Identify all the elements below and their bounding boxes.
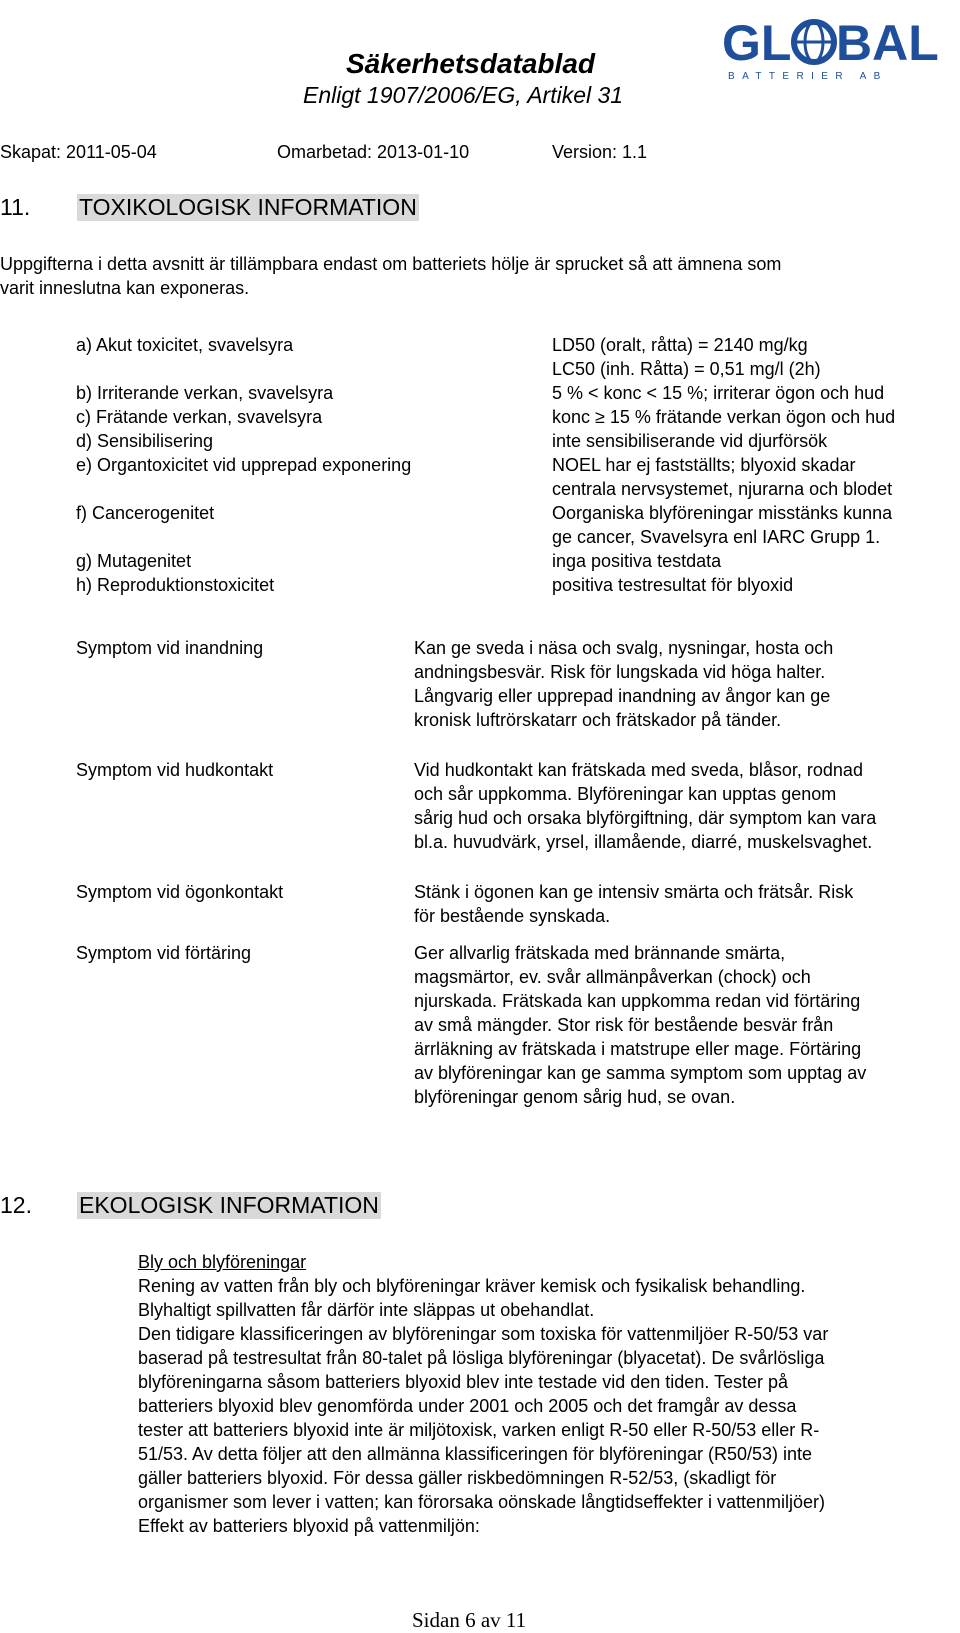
symptom-text: av blyföreningar kan ge samma symptom som upptag av bbox=[414, 1063, 867, 1083]
revised-date: Omarbetad: 2013-01-10 bbox=[277, 142, 470, 162]
symptom-text: njurskada. Frätskada kan uppkomma redan vid förtäring bbox=[414, 991, 861, 1011]
section-12-title: EKOLOGISK INFORMATION bbox=[79, 1192, 379, 1218]
tox-value: ge cancer, Svavelsyra enl IARC Grupp 1. bbox=[552, 527, 881, 547]
section-12-line: baserad på testresultat från 80-talet på lösliga blyföreningar (blyacetat). De svårlösliga bbox=[138, 1348, 825, 1368]
section-12-subheading: Bly och blyföreningar bbox=[138, 1252, 307, 1272]
symptom-text: ärrläkning av frätskada i matstrupe eller mage. Förtäring bbox=[414, 1039, 862, 1059]
symptom-label: Symptom vid inandning bbox=[76, 638, 264, 658]
symptom-text: för bestående synskada. bbox=[414, 906, 611, 926]
symptom-text: andningsbesvär. Risk för lungskada vid höga halter. bbox=[414, 662, 826, 682]
tox-value: centrala nervsystemet, njurarna och blodet bbox=[552, 479, 893, 499]
created-date: Skapat: 2011-05-04 bbox=[0, 142, 157, 162]
section-12-line: Den tidigare klassificeringen av blyföreningar som toxiska för vattenmiljöer R-50/53 var bbox=[138, 1324, 829, 1344]
tox-value: positiva testresultat för blyoxid bbox=[552, 575, 794, 595]
tox-value: Oorganiska blyföreningar misstänks kunna bbox=[552, 503, 893, 523]
section-12-line: Blyhaltigt spillvatten får därför inte släppas ut obehandlat. bbox=[138, 1300, 595, 1320]
tox-label: f) Cancerogenitet bbox=[76, 503, 215, 523]
document-subtitle: Enligt 1907/2006/EG, Artikel 31 bbox=[303, 82, 624, 108]
section-11-intro-line-2: varit inneslutna kan exponeras. bbox=[0, 278, 250, 298]
version: Version: 1.1 bbox=[552, 142, 648, 162]
tox-value: NOEL har ej fastställts; blyoxid skadar bbox=[552, 455, 856, 475]
tox-label: b) Irriterande verkan, svavelsyra bbox=[76, 383, 334, 403]
section-12-line: 51/53. Av detta följer att den allmänna klassificeringen för blyföreningar (R50/53) inte bbox=[138, 1444, 813, 1464]
company-logo bbox=[722, 10, 944, 82]
svg-text:GL: GL bbox=[722, 15, 792, 71]
tox-value: 5 % < konc < 15 %; irriterar ögon och hud bbox=[552, 383, 885, 403]
global-logo-icon bbox=[722, 10, 944, 82]
symptom-text: bl.a. huvudvärk, yrsel, illamående, diarré, muskelsvaghet. bbox=[414, 832, 873, 852]
tox-value: konc ≥ 15 % frätande verkan ögon och hud bbox=[552, 407, 896, 427]
symptom-text: av små mängder. Stor risk för bestående besvär från bbox=[414, 1015, 834, 1035]
tox-label: g) Mutagenitet bbox=[76, 551, 192, 571]
symptom-label: Symptom vid förtäring bbox=[76, 943, 252, 963]
section-12-line: organismer som lever i vatten; kan förorsaka oönskade långtidseffekter i vattenmiljöer) bbox=[138, 1492, 825, 1512]
section-12-line: batteriers blyoxid blev genomförda under 2001 och 2005 och det framgår av dessa bbox=[138, 1396, 797, 1416]
svg-text:BATTERIER AB: BATTERIER AB bbox=[728, 71, 888, 82]
section-12-line: blyföreningarna såsom batteriers blyoxid blev inte testade vid den tiden. Tester på bbox=[138, 1372, 789, 1392]
symptom-text: kronisk luftrörskatarr och frätskador på tänder. bbox=[414, 710, 782, 730]
tox-label: c) Frätande verkan, svavelsyra bbox=[76, 407, 323, 427]
symptom-text: och sår uppkomma. Blyföreningar kan upptas genom bbox=[414, 784, 837, 804]
section-11-title: TOXIKOLOGISK INFORMATION bbox=[79, 194, 417, 220]
symptom-text: Ger allvarlig frätskada med brännande smärta, bbox=[414, 943, 786, 963]
symptom-text: Långvarig eller upprepad inandning av ångor kan ge bbox=[414, 686, 831, 706]
tox-label: a) Akut toxicitet, svavelsyra bbox=[76, 335, 294, 355]
tox-value: LC50 (inh. Råtta) = 0,51 mg/l (2h) bbox=[552, 359, 821, 379]
symptom-text: Stänk i ögonen kan ge intensiv smärta och frätsår. Risk bbox=[414, 882, 854, 902]
tox-value: inga positiva testdata bbox=[552, 551, 722, 571]
symptom-label: Symptom vid hudkontakt bbox=[76, 760, 274, 780]
symptom-text: sårig hud och orsaka blyförgiftning, där symptom kan vara bbox=[414, 808, 877, 828]
section-11-number: 11. bbox=[0, 194, 31, 220]
tox-label: e) Organtoxicitet vid upprepad exponering bbox=[76, 455, 412, 475]
section-12-number: 12. bbox=[0, 1192, 32, 1218]
symptom-text: blyföreningar genom sårig hud, se ovan. bbox=[414, 1087, 736, 1107]
section-12-line: Rening av vatten från bly och blyföreningar kräver kemisk och fysikalisk behandling. bbox=[138, 1276, 806, 1296]
symptom-text: Kan ge sveda i näsa och svalg, nysningar, hosta och bbox=[414, 638, 834, 658]
section-12-line: tester att batteriers blyoxid inte är miljötoxisk, varken enligt R-50 eller R-50/53 eller R- bbox=[138, 1420, 820, 1440]
tox-value: inte sensibiliserande vid djurförsök bbox=[552, 431, 828, 451]
symptom-label: Symptom vid ögonkontakt bbox=[76, 882, 284, 902]
section-12-line: gäller batteriers blyoxid. För dessa gäller riskbedömningen R-52/53, (skadligt för bbox=[138, 1468, 777, 1488]
tox-label: d) Sensibilisering bbox=[76, 431, 214, 451]
symptom-text: Vid hudkontakt kan frätskada med sveda, blåsor, rodnad bbox=[414, 760, 863, 780]
section-12-line: Effekt av batteriers blyoxid på vattenmiljön: bbox=[138, 1516, 480, 1536]
svg-text:BAL: BAL bbox=[836, 15, 939, 71]
section-11-intro-line-1: Uppgifterna i detta avsnitt är tillämpbara endast om batteriets hölje är sprucket så att ämnena som bbox=[0, 254, 782, 274]
page-number: Sidan 6 av 11 bbox=[412, 1608, 527, 1632]
tox-label: h) Reproduktionstoxicitet bbox=[76, 575, 275, 595]
document-title: Säkerhetsdatablad bbox=[346, 48, 595, 79]
tox-value: LD50 (oralt, råtta) = 2140 mg/kg bbox=[552, 335, 808, 355]
symptom-text: magsmärtor, ev. svår allmänpåverkan (chock) och bbox=[414, 967, 811, 987]
